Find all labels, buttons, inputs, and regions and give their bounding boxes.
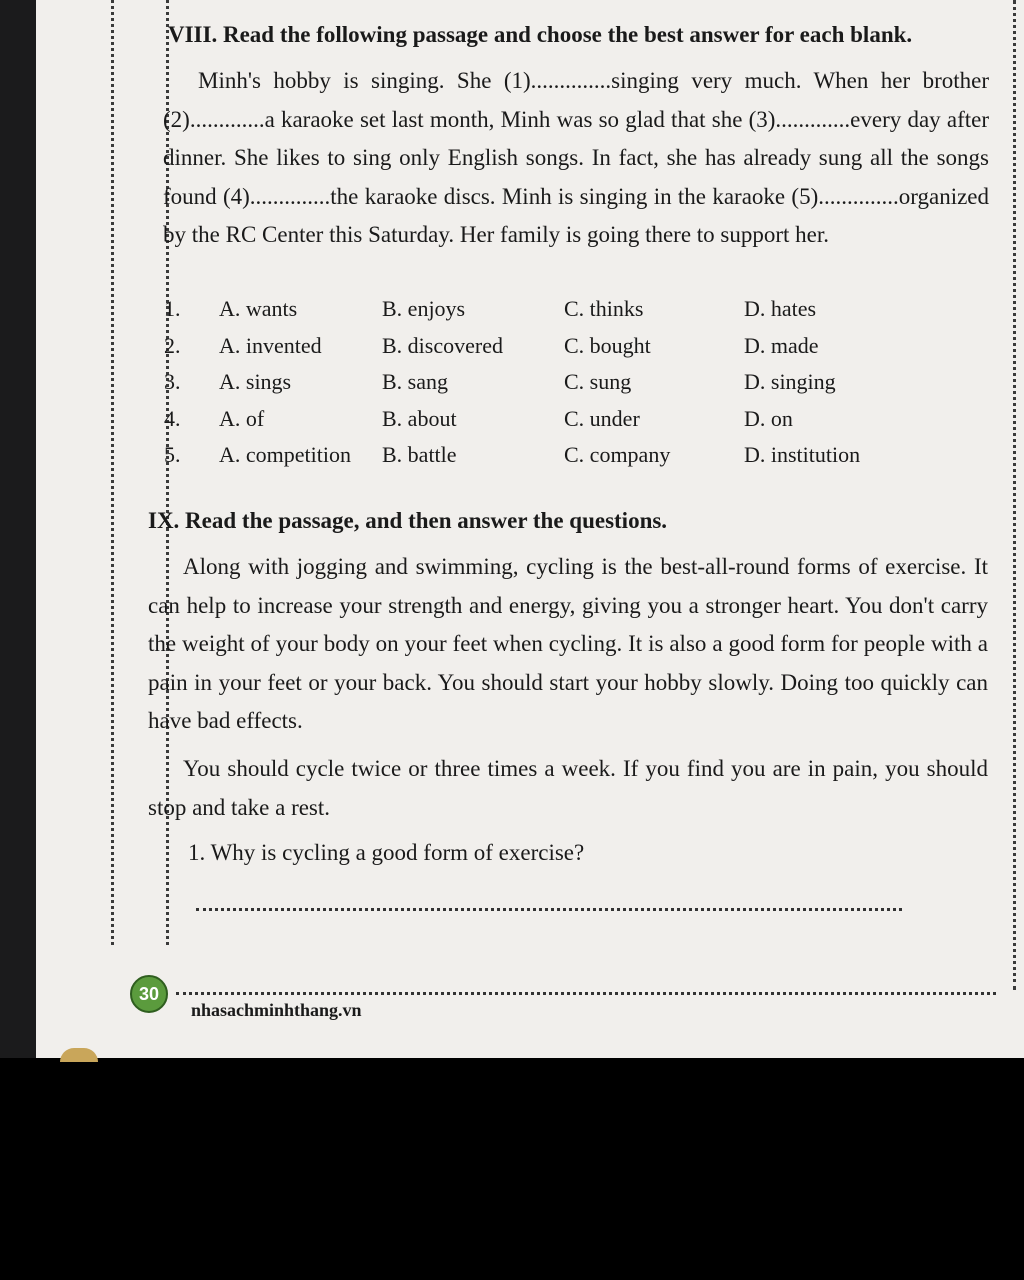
option-number: 5.	[164, 442, 181, 467]
section-9-heading: IX. Read the passage, and then answer the questions.	[148, 508, 668, 533]
option-c: C. thinks	[564, 296, 644, 321]
option-b: B. discovered	[382, 332, 503, 358]
footer-divider	[176, 992, 996, 995]
option-number: 3.	[164, 369, 181, 394]
option-number: 1.	[164, 296, 181, 321]
option-a: A. of	[219, 405, 265, 431]
section-9-paragraph-1: Along with jogging and swimming, cycling is the best-all-round forms of exercise. It can help to increase your strength and energy, giving you a stronger heart. You don't carry the weight of your body on your feet when cycling. It is also a good form for people with a pain in your feet or your back. You should start your hobby slowly. Doing too quickly can have bad effects.	[148, 554, 988, 733]
question-1: 1. Why is cycling a good form of exercise?	[188, 840, 585, 865]
option-d: D. singing	[744, 369, 836, 394]
section-8-heading: VIII. Read the following passage and choose the best answer for each blank.	[168, 22, 913, 47]
option-d: D. made	[744, 332, 819, 358]
option-b: B. sang	[382, 369, 448, 394]
option-number: 4.	[164, 405, 181, 431]
option-a: A. invented	[219, 332, 322, 358]
publisher-website: nhasachminhthang.vn	[191, 1000, 362, 1020]
option-d: D. institution	[744, 442, 861, 467]
option-c: C. under	[564, 405, 640, 431]
option-a: A. wants	[219, 296, 298, 321]
section-8-passage: Minh's hobby is singing. She (1)..............singing very much. When her brother (2).............a karaoke set last month, Minh was so glad that she (3).............every day after dinner. She likes to sing only English songs. In fact, she has already sung all the songs found (4)..............the karaoke discs. Minh is singing in the karaoke (5)..............organized by the RC Center this Saturday. Her family is going there to support her.	[163, 68, 989, 247]
option-a: A. sings	[219, 369, 292, 394]
option-b: B. battle	[382, 442, 457, 467]
page-corner-mark	[60, 1048, 98, 1062]
answer-line[interactable]	[196, 908, 902, 911]
option-c: C. bought	[564, 332, 651, 358]
option-b: B. enjoys	[382, 296, 466, 321]
book-page	[36, 0, 1024, 1058]
option-number: 2.	[164, 332, 181, 358]
page-content	[36, 0, 1024, 1058]
section-9-paragraph-2: You should cycle twice or three times a week. If you find you are in pain, you should stop and take a rest.	[148, 756, 988, 820]
page-number-badge: 30	[130, 975, 168, 1013]
option-d: D. on	[744, 405, 793, 431]
option-c: C. company	[564, 442, 671, 467]
option-d: D. hates	[744, 296, 817, 321]
option-b: B. about	[382, 405, 457, 431]
option-c: C. sung	[564, 369, 632, 394]
left-margin-strip	[0, 0, 36, 1058]
option-a: A. competition	[219, 442, 351, 467]
